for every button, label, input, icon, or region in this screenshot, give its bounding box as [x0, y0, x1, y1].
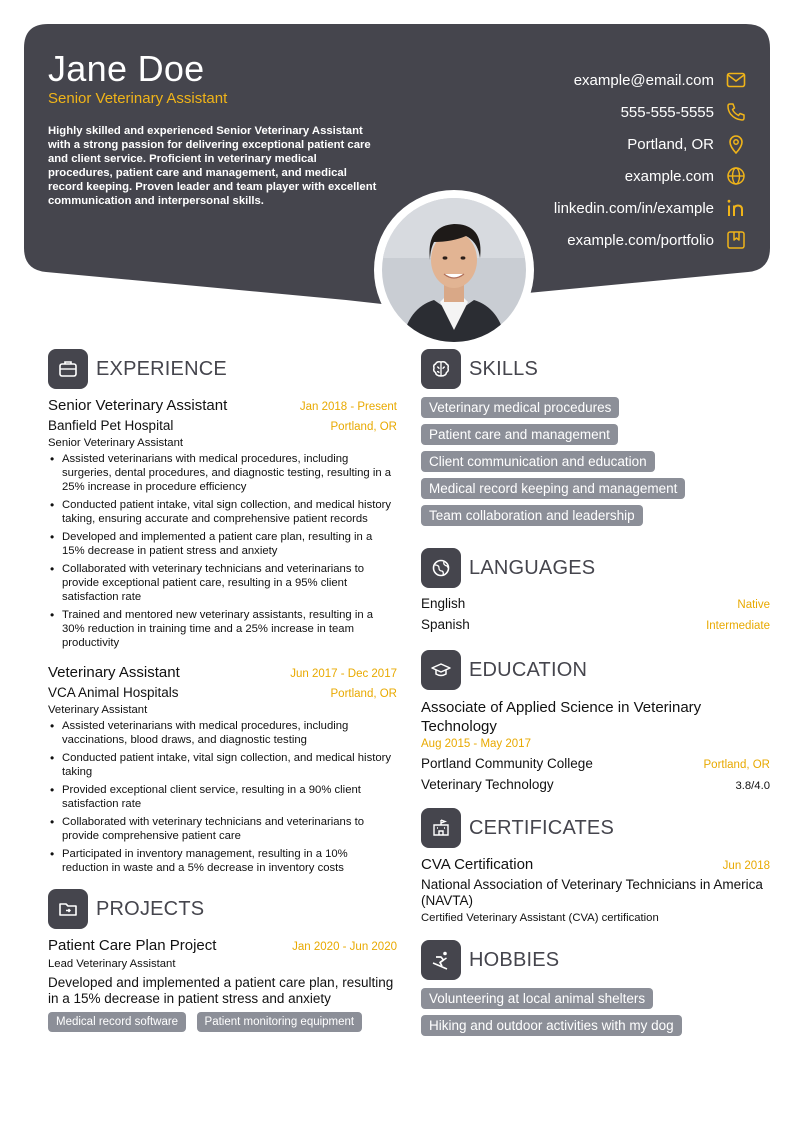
- education-date: Aug 2015 - May 2017: [421, 738, 531, 750]
- job-date: Jun 2017 - Dec 2017: [290, 668, 397, 680]
- envelope-icon: [726, 70, 746, 90]
- job-company: Banfield Pet Hospital: [48, 418, 174, 433]
- profile-photo: [382, 198, 526, 342]
- certificate-name: CVA Certification: [421, 856, 534, 873]
- left-column: [48, 349, 397, 1032]
- skills-section: [421, 349, 770, 532]
- contact-location: [426, 128, 746, 160]
- institution-icon: [421, 808, 461, 848]
- skill-chip: Client communication and education: [421, 451, 655, 472]
- skill-chip: Medical record keeping and management: [421, 478, 685, 499]
- certificate-date: Jun 2018: [722, 860, 770, 872]
- project-tag: Medical record software: [48, 1012, 186, 1032]
- language-row: [421, 617, 770, 632]
- project-description: Developed and implemented a patient care plan, resulting in a 15% decrease in patient stress and anxiety: [48, 975, 394, 1006]
- graduation-cap-icon: [421, 650, 461, 690]
- projects-section: [48, 889, 397, 1032]
- list-item: • Assisted veterinarians with medical procedures, including surgeries, dental procedures, and diagnostic testing, resulting in a 25% increase in procedure efficiency: [48, 452, 397, 494]
- job-title: Senior Veterinary Assistant: [48, 397, 228, 414]
- job-company: VCA Animal Hospitals: [48, 685, 179, 700]
- skill-chip: Veterinary medical procedures: [421, 397, 619, 418]
- list-item: • Conducted patient intake, vital sign collection, and medical history taking: [48, 751, 397, 779]
- education-title: EDUCATION: [469, 658, 588, 681]
- certificates-section: [421, 808, 770, 924]
- languages-section: [421, 548, 770, 632]
- job-position: Senior Veterinary Assistant: [48, 437, 184, 449]
- degree-title: Associate of Applied Science in Veterinary Technology: [421, 699, 702, 735]
- certificates-title: CERTIFICATES: [469, 816, 615, 839]
- contact-portfolio-text[interactable]: example.com/portfolio: [567, 231, 714, 249]
- school-name: Portland Community College: [421, 756, 593, 771]
- languages-heading: [421, 548, 770, 588]
- education-gpa: 3.8/4.0: [735, 780, 770, 792]
- certificate-issuer: National Association of Veterinary Technicians in America (NAVTA): [421, 877, 763, 908]
- education-section: [421, 650, 770, 792]
- job-title: Veterinary Assistant: [48, 664, 180, 681]
- list-item: • Developed and implemented a patient care plan, resulting in a 15% decrease in patient stress and anxiety: [48, 530, 397, 558]
- list-item: • Collaborated with veterinary technicians and veterinarians to provide comprehensive patient care: [48, 815, 397, 843]
- certificates-heading: [421, 808, 770, 848]
- contact-website-text[interactable]: example.com: [624, 167, 714, 185]
- job-date: Jan 2018 - Present: [299, 401, 397, 413]
- list-item: • Assisted veterinarians with medical procedures, including vaccinations, blood draws, and diagnostic testing: [48, 719, 397, 747]
- job-entry: [48, 664, 397, 875]
- portfolio-icon: [726, 230, 746, 250]
- project-tags: [48, 1012, 397, 1032]
- contact-email[interactable]: [426, 64, 746, 96]
- project-entry: [48, 937, 397, 1032]
- education-heading: [421, 650, 770, 690]
- candidate-name: Jane Doe: [48, 48, 205, 89]
- skill-chip: Team collaboration and leadership: [421, 505, 643, 526]
- project-title: Patient Care Plan Project: [48, 937, 217, 954]
- language-name: Spanish: [421, 617, 470, 632]
- brain-icon: [421, 349, 461, 389]
- list-item: • Collaborated with veterinary technicians and veterinarians to provide exceptional patient care, resulting in a 95% client satisfaction rate: [48, 562, 397, 604]
- contact-website[interactable]: [426, 160, 746, 192]
- globe-icon: [726, 166, 746, 186]
- contact-phone-text[interactable]: 555-555-5555: [620, 103, 714, 121]
- contact-phone[interactable]: [426, 96, 746, 128]
- right-column: [421, 349, 770, 1042]
- language-name: English: [421, 596, 466, 611]
- globe-icon: [421, 548, 461, 588]
- experience-title: EXPERIENCE: [96, 357, 227, 380]
- project-date: Jan 2020 - Jun 2020: [292, 941, 397, 953]
- profile-photo-frame: [374, 190, 534, 350]
- project-tag: Patient monitoring equipment: [197, 1012, 363, 1032]
- briefcase-icon: [48, 349, 88, 389]
- school-location: Portland, OR: [703, 759, 770, 771]
- languages-title: LANGUAGES: [469, 556, 596, 579]
- job-position: Veterinary Assistant: [48, 704, 148, 716]
- contact-email-text[interactable]: example@email.com: [573, 71, 714, 89]
- location-pin-icon: [726, 134, 746, 154]
- experience-heading: [48, 349, 397, 389]
- list-item: • Conducted patient intake, vital sign collection, and medical history taking, ensuring accurate and comprehensive patient records: [48, 498, 397, 526]
- linkedin-icon: [726, 198, 746, 218]
- job-location: Portland, OR: [330, 688, 397, 700]
- language-level: Intermediate: [706, 620, 770, 632]
- contact-location-text: Portland, OR: [627, 135, 714, 153]
- skill-chip: Patient care and management: [421, 424, 618, 445]
- list-item: • Trained and mentored new veterinary assistants, resulting in a 30% reduction in training time and a 25% increase in team productivity: [48, 608, 397, 650]
- skills-heading: [421, 349, 770, 389]
- hobbies-heading: [421, 940, 770, 980]
- profile-summary: Highly skilled and experienced Senior Veterinary Assistant with a strong passion for delivering exceptional patient care and client service. Proficient in veterinary medical procedures, patient care and management, and medical record keeping. Proven leader and team player with excellent communication and interpersonal skills.: [48, 125, 377, 207]
- list-item: • Participated in inventory management, resulting in a 10% reduction in waste and a 5% decrease in inventory costs: [48, 847, 397, 875]
- job-bullets: [48, 719, 397, 875]
- experience-section: [48, 349, 397, 875]
- skills-list: [421, 397, 770, 532]
- job-entry: [48, 397, 397, 650]
- projects-heading: [48, 889, 397, 929]
- education-field: Veterinary Technology: [421, 777, 554, 792]
- language-row: [421, 596, 770, 611]
- projects-title: PROJECTS: [96, 897, 205, 920]
- skills-title: SKILLS: [469, 357, 539, 380]
- contact-linkedin-text[interactable]: linkedin.com/in/example: [553, 199, 714, 217]
- job-location: Portland, OR: [330, 421, 397, 433]
- hobbies-title: HOBBIES: [469, 948, 560, 971]
- certificate-description: Certified Veterinary Assistant (CVA) certification: [421, 912, 659, 924]
- phone-icon: [726, 102, 746, 122]
- folder-icon: [48, 889, 88, 929]
- hobby-chip: Hiking and outdoor activities with my dog: [421, 1015, 682, 1036]
- hobby-chip: Volunteering at local animal shelters: [421, 988, 653, 1009]
- language-level: Native: [737, 599, 770, 611]
- resume-header: [24, 24, 770, 344]
- list-item: • Provided exceptional client service, resulting in a 90% client satisfaction rate: [48, 783, 397, 811]
- project-role: Lead Veterinary Assistant: [48, 958, 176, 970]
- job-bullets: [48, 452, 397, 650]
- skier-icon: [421, 940, 461, 980]
- hobbies-section: [421, 940, 770, 1042]
- candidate-role: Senior Veterinary Assistant: [48, 90, 228, 107]
